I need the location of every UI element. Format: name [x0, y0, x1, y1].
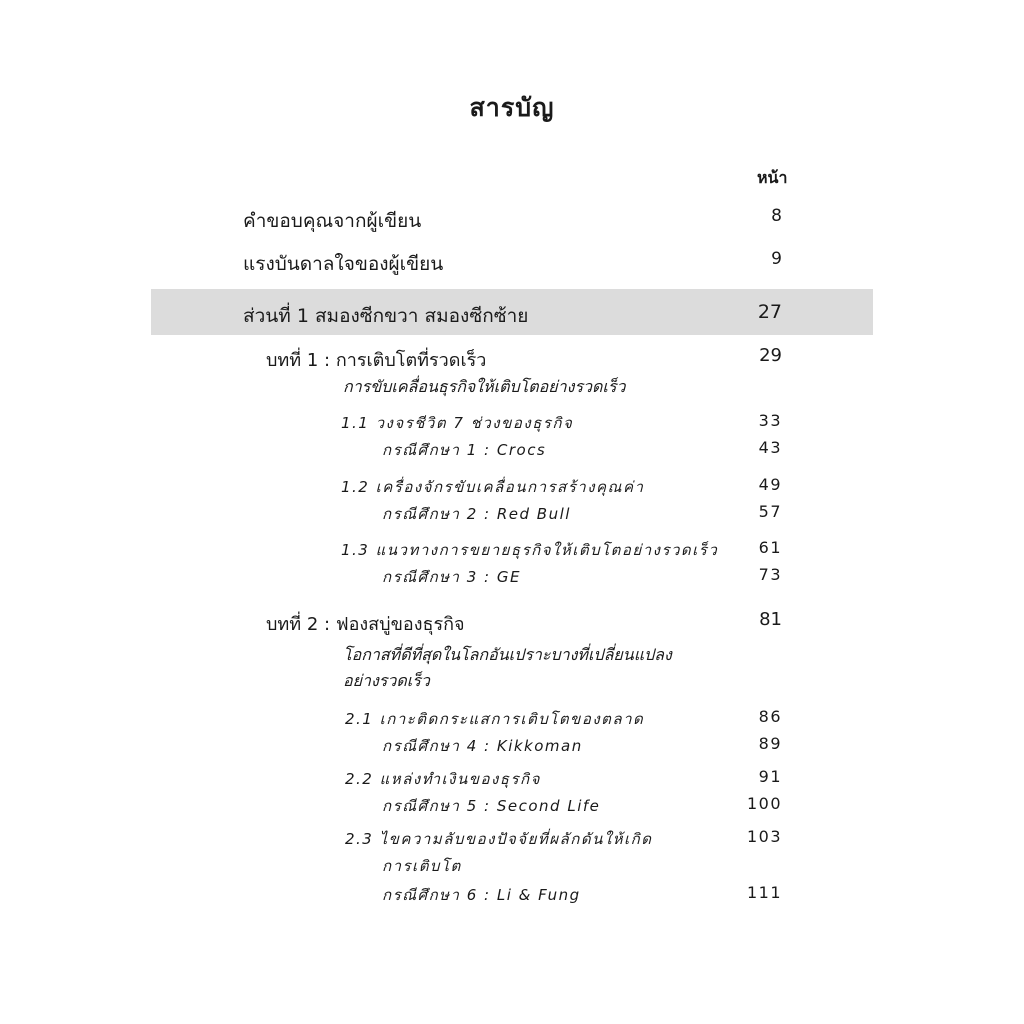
case-study-label: กรณีศึกษา 4 : Kikkoman — [382, 737, 583, 755]
case-study-label: กรณีศึกษา 3 : GE — [382, 568, 521, 586]
chapter-subtitle-line-1: โอกาสที่ดีที่สุดในโลกอันเปราะบางที่เปลี่ยนแปลง — [343, 645, 672, 664]
section-page: 61 — [758, 538, 782, 557]
chapter-subtitle: การขับเคลื่อนธุรกิจให้เติบโตอย่างรวดเร็ว — [343, 377, 626, 396]
case-study-label: กรณีศึกษา 6 : Li & Fung — [382, 886, 581, 904]
section-page: 86 — [758, 707, 782, 726]
case-study-page: 111 — [746, 883, 782, 902]
case-study-page: 100 — [746, 794, 782, 813]
section-page: 103 — [746, 827, 782, 846]
part-label: ส่วนที่ 1 สมองซีกขวา สมองซีกซ้าย — [243, 305, 529, 327]
section-label: 2.1 เกาะติดกระแสการเติบโตของตลาด — [345, 710, 645, 728]
chapter-page: 81 — [759, 609, 782, 630]
section-label: 2.2 แหล่งทำเงินของธุรกิจ — [345, 770, 541, 788]
section-label: 2.3 ไขความลับของปัจจัยที่ผลักดันให้เกิด — [345, 830, 653, 848]
toc-entry-label: คำขอบคุณจากผู้เขียน — [243, 210, 422, 232]
section-label: 1.3 แนวทางการขยายธุรกิจให้เติบโตอย่างรวดเร็ว — [341, 541, 719, 559]
chapter-subtitle-line-2: อย่างรวดเร็ว — [343, 671, 430, 690]
page-column-header: หน้า — [757, 168, 788, 187]
section-page: 33 — [758, 411, 782, 430]
case-study-page: 43 — [758, 438, 782, 457]
section-label: 1.2 เครื่องจักรขับเคลื่อนการสร้างคุณค่า — [341, 478, 645, 496]
toc-entry-page: 8 — [771, 206, 782, 226]
section-page: 91 — [758, 767, 782, 786]
chapter-label: บทที่ 2 : ฟองสบู่ของธุรกิจ — [266, 614, 465, 635]
page-title: สารบัญ — [469, 93, 555, 122]
case-study-label: กรณีศึกษา 5 : Second Life — [382, 797, 601, 815]
section-label-continued: การเติบโต — [382, 857, 462, 875]
case-study-label: กรณีศึกษา 1 : Crocs — [382, 441, 547, 459]
toc-entry-page: 9 — [771, 249, 782, 269]
case-study-page: 73 — [758, 565, 782, 584]
section-page: 49 — [758, 475, 782, 494]
chapter-label: บทที่ 1 : การเติบโตที่รวดเร็ว — [266, 350, 487, 371]
case-study-page: 57 — [758, 502, 782, 521]
chapter-page: 29 — [759, 345, 782, 366]
part-page: 27 — [757, 301, 782, 323]
section-label: 1.1 วงจรชีวิต 7 ช่วงของธุรกิจ — [341, 414, 574, 432]
case-study-label: กรณีศึกษา 2 : Red Bull — [382, 505, 571, 523]
toc-entry-label: แรงบันดาลใจของผู้เขียน — [243, 253, 444, 275]
case-study-page: 89 — [758, 734, 782, 753]
